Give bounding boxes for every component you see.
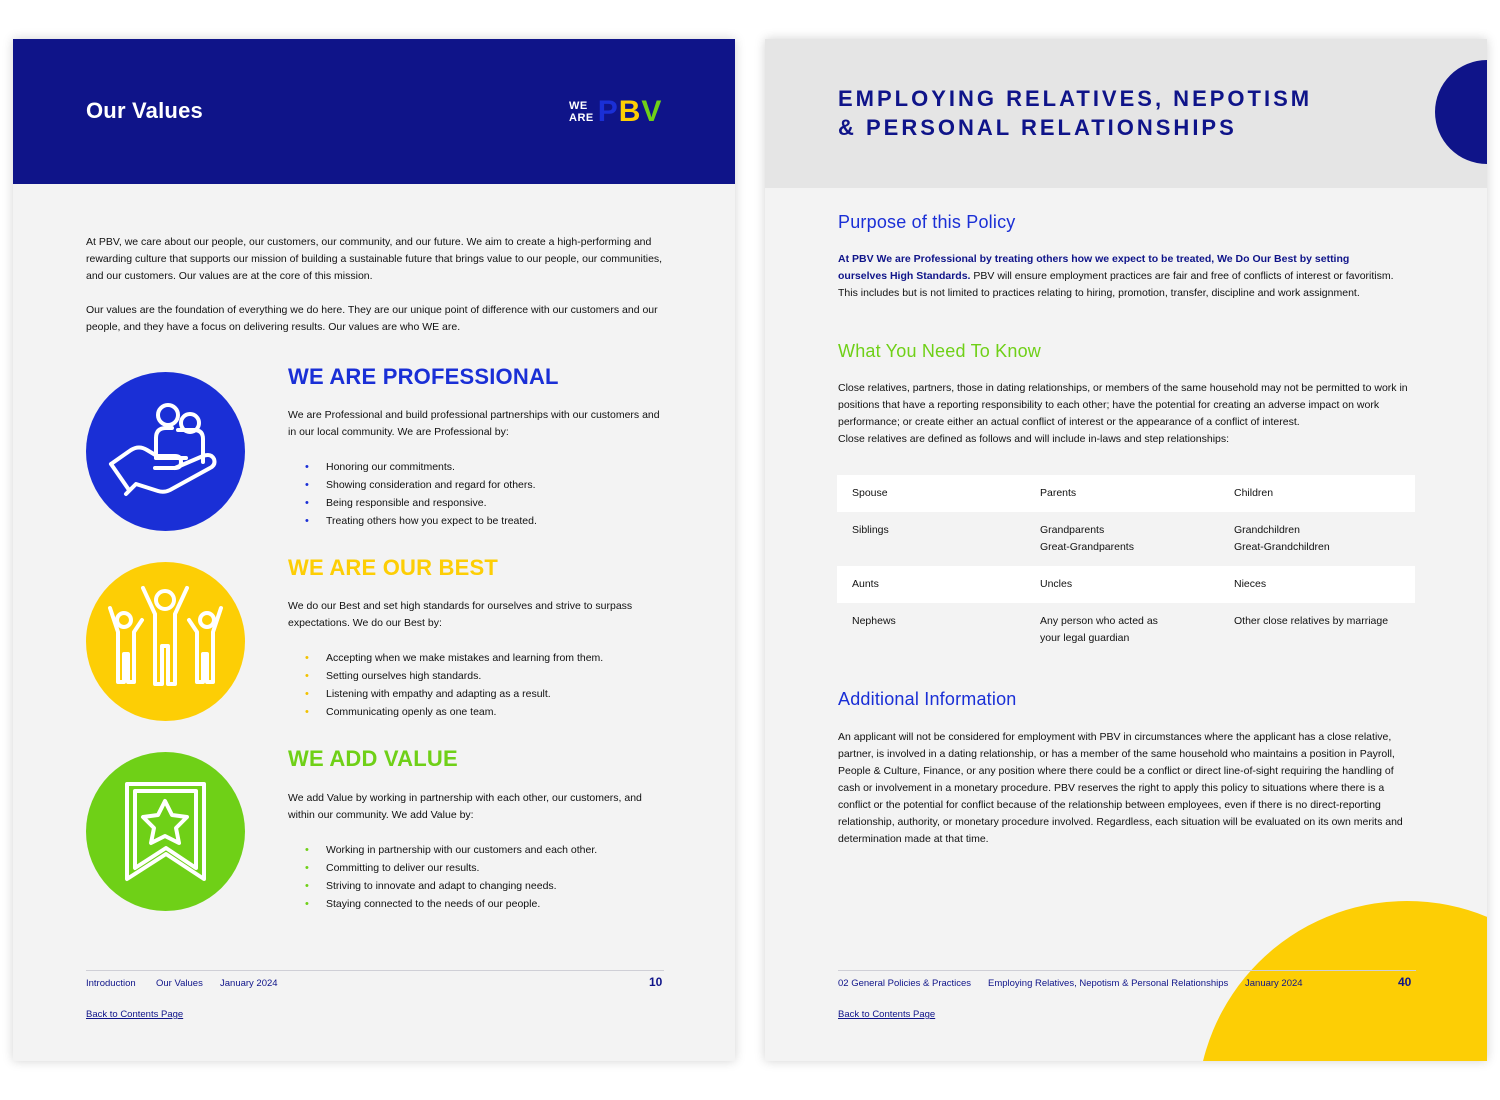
logo-letter-p: P [597,95,619,128]
table-cell: Aunts [837,566,1025,603]
table-cell: Nephews [852,615,896,627]
decorative-circle [1197,901,1487,1061]
table-cell: Grandparents Great-Grandparents [1040,524,1134,553]
intro-text [86,234,664,336]
value-bullet-list [305,841,665,913]
intro-paragraph: Our values are the foundation of everything we do here. They are our unique point of difference with our customers and our people, and they have a focus on delivering results. Our values are who WE are. [86,304,658,333]
value-description: We are Professional and build professional partnerships with our customers and in our local community. We are Professional by: [288,409,660,438]
table-cell: Children [1219,475,1415,512]
table-cell: Siblings [852,524,889,536]
values-page [13,39,735,1061]
value-heading: WE ARE PROFESSIONAL [288,364,559,389]
value-bullet-list [305,458,665,530]
footer-divider [838,970,1416,971]
intro-paragraph: At PBV, we care about our people, our customers, our community, and our future. We aim to create a high-performing and rewarding culture that supports our mission of building a sustainable future that brings value to our people, our communities, and our customers. Our values are at the core of this mission. [86,236,663,282]
know-paragraph: Close relatives are defined as follows and will include in-laws and step relationships: [838,433,1230,445]
list-item: • Working in partnership with our customers and each other. [305,841,665,859]
additional-text: An applicant will not be considered for employment with PBV in circumstances where the applicant has a close relative, partner, is involved in a dating relationship, or has a member of the same household who maintains a position in Payroll, People & Culture, Finance, or any position where there could be a conflict or direct line-of-sight requiring the handling of cash or involvement in a monetary procedure. PBV reserves the right to apply this policy to situations where there is a conflict or the potential for conflict because of the relationship between employees, even if there is no direct-reporting relationship, authority, or monetary procedure involved. Regardless, each situation will be evaluated on its own merits and determination made at that time. [838,731,1403,845]
footer-divider [86,970,664,971]
table-cell: Parents [1025,475,1219,512]
section-heading: Additional Information [838,689,1017,709]
footer-section-link[interactable]: Introduction [86,978,136,989]
list-item: • Staying connected to the needs of our people. [305,895,665,913]
footer-subsection-link[interactable]: Employing Relatives, Nepotism & Personal Relationships [988,978,1229,989]
list-item: • Showing consideration and regard for others. [305,476,665,494]
list-item: • Striving to innovate and adapt to changing needs. [305,877,665,895]
value-heading: WE ARE OUR BEST [288,555,498,580]
table-cell: Spouse [837,475,1025,512]
value-heading: WE ADD VALUE [288,746,458,771]
relatives-table [837,475,1415,657]
table-cell: Other close relatives by marriage [1234,615,1389,627]
table-row [837,512,1415,566]
footer-date: January 2024 [1245,978,1303,989]
page-title: Our Values [86,98,203,123]
purpose-text [838,251,1398,302]
list-item: • Honoring our commitments. [305,458,665,476]
table-cell: Any person who acted as your legal guardian [1040,615,1158,644]
list-item: • Listening with empathy and adapting as a result. [305,685,665,703]
page-title-line: EMPLOYING RELATIVES, NEPOTISM [838,86,1313,111]
table-row [837,603,1415,657]
purpose-body: PBV will ensure employment practices are fair and free of conflicts of interest or favoritism. This includes but is not limited to practices relating to hiring, promotion, transfer, discipline and work assignment. [838,270,1394,299]
back-to-contents-link[interactable]: Back to Contents Page [86,1009,184,1020]
footer-date: January 2024 [220,978,278,989]
know-paragraph: Close relatives, partners, those in dating relationships, or members of the same household may not be permitted to work in positions that have a reporting responsibility to each other; have the potential for creating an adverse impact on work performance; or create either an actual conflict of interest or the appearance of a conflict of interest. [838,382,1408,428]
page-number: 40 [1398,975,1412,989]
page-number: 10 [649,975,663,989]
purpose-highlight: At PBV We are Professional by treating others how we expect to be treated, We Do Our Best by setting ourselves High Standards. [838,253,1350,282]
logo-letter-v: V [641,95,663,128]
table-cell: Uncles [1025,566,1219,603]
table-row [837,566,1415,603]
footer-subsection-link[interactable]: Our Values [156,978,203,989]
section-heading: What You Need To Know [838,341,1042,361]
value-description: We do our Best and set high standards for ourselves and strive to surpass expectations. We do our Best by: [288,600,633,629]
pbv-logo [569,95,662,129]
hand-holding-people-icon [86,372,245,531]
page-title [838,84,1358,142]
logo-letter-b: B [618,95,642,128]
know-text [838,380,1416,448]
logo-are-text: ARE [569,112,594,124]
list-item: • Accepting when we make mistakes and learning from them. [305,649,665,667]
footer-section-link[interactable]: 02 General Policies & Practices [838,978,972,989]
table-cell: Nieces [1219,566,1415,603]
list-item: • Committing to deliver our results. [305,859,665,877]
logo-we-text: WE [569,100,588,112]
list-item: • Communicating openly as one team. [305,703,665,721]
list-item: • Treating others how you expect to be treated. [305,512,665,530]
value-bullet-list [305,649,665,721]
table-cell: Grandchildren Great-Grandchildren [1234,524,1330,553]
list-item: • Being responsible and responsive. [305,494,665,512]
section-heading: Purpose of this Policy [838,212,1016,232]
back-to-contents-link[interactable]: Back to Contents Page [838,1009,936,1020]
value-description: We add Value by working in partnership with each other, our customers, and within our community. We add Value by: [288,792,642,821]
table-row [837,475,1415,512]
people-celebrating-icon [86,562,245,721]
page-header [13,39,735,184]
page-title-line: & PERSONAL RELATIONSHIPS [838,115,1237,140]
policy-page [765,39,1487,1061]
star-ribbon-icon [86,752,245,911]
list-item: • Setting ourselves high standards. [305,667,665,685]
